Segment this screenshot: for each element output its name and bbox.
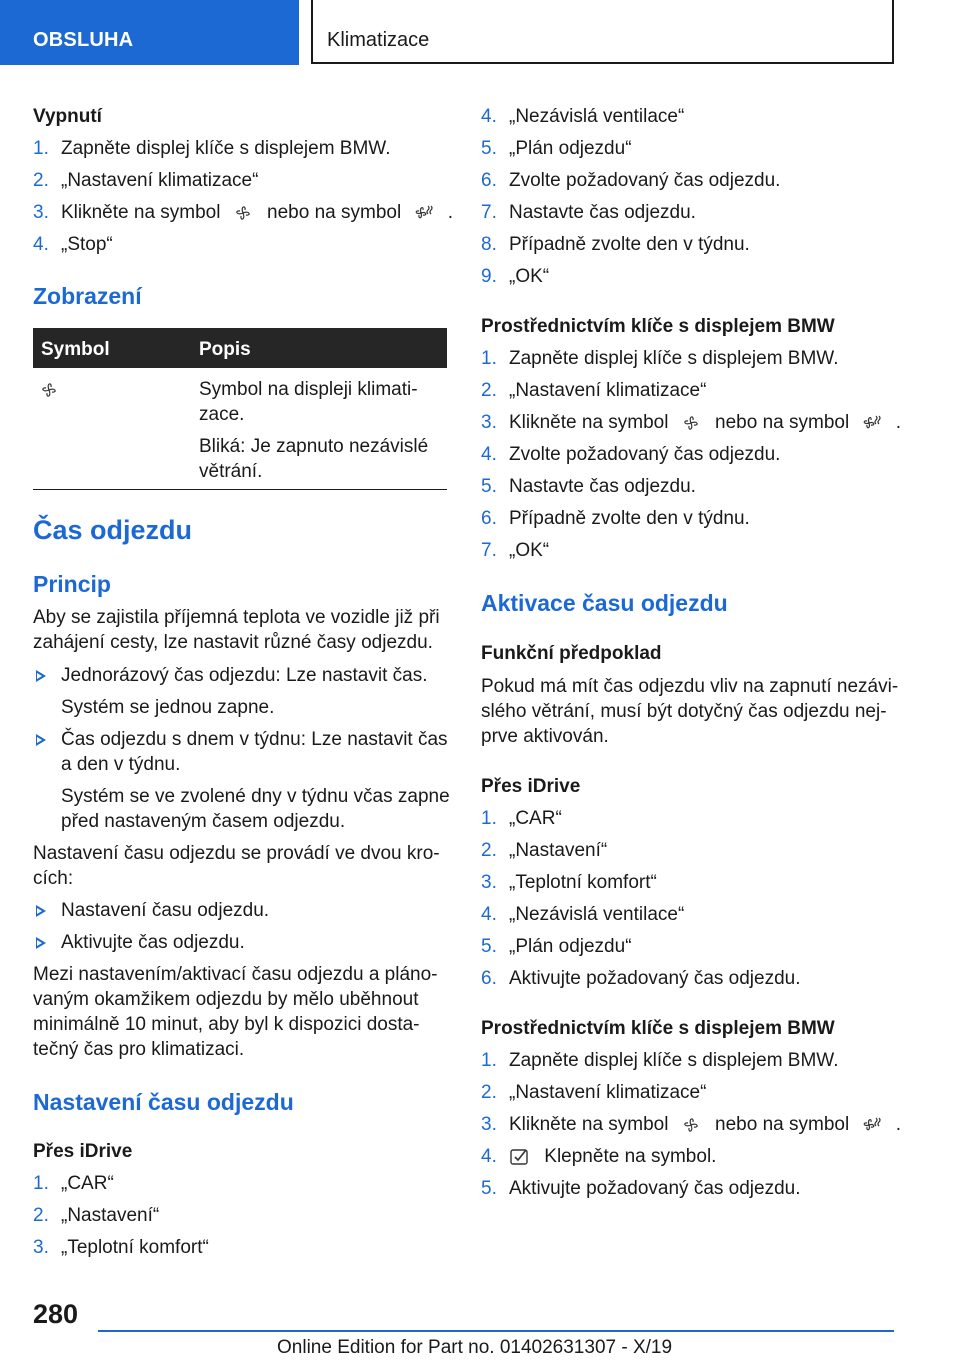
step-text: „OK“: [509, 266, 550, 287]
step-number: 5.: [481, 476, 497, 497]
paragraph: cích:: [33, 868, 74, 889]
step-text: „Plán odjezdu“: [509, 138, 632, 159]
col-symbol: Symbol: [41, 339, 110, 360]
step-number: 4.: [33, 234, 49, 255]
edition-note: Online Edition for Part no. 01402631307 - X/19: [277, 1337, 673, 1358]
step-text-label: Klepněte na symbol.: [544, 1146, 717, 1167]
bullet-triangle-icon: [36, 670, 46, 682]
step-text: „Stop“: [61, 234, 113, 255]
step-text: Zapněte displej klíče s displejem BMW.: [509, 348, 839, 369]
step-number: 6.: [481, 968, 497, 989]
footer-divider: [98, 1330, 894, 1332]
step-text: „OK“: [509, 540, 550, 561]
paragraph: Aby se zajistila příjemná teplota ve vozidle již při: [33, 607, 440, 628]
step-number: 3.: [33, 202, 49, 223]
table-desc: větrání.: [199, 461, 263, 482]
bullet-text: a den v týdnu.: [61, 754, 181, 775]
step-text: Aktivujte požadovaný čas odjezdu.: [509, 1178, 801, 1199]
step-number: 9.: [481, 266, 497, 287]
step-text: Zapněte displej klíče s displejem BMW.: [61, 138, 391, 159]
step-text: „Nezávislá ventilace“: [509, 106, 685, 127]
step-text: Případně zvolte den v týdnu.: [509, 508, 750, 529]
cas-heading: Čas odjezdu: [33, 515, 193, 545]
step-number: 1.: [481, 808, 497, 829]
checkbox-confirm-icon: [509, 1147, 531, 1167]
step-number: 2.: [33, 1205, 49, 1226]
step-text: „Nastavení klimatizace“: [509, 380, 707, 401]
step-text: „CAR“: [509, 808, 562, 829]
key-heading: Prostřednictvím klíče s displejem BMW: [481, 1018, 835, 1039]
vypnuti-heading: Vypnutí: [33, 106, 102, 127]
paragraph: tečný čas pro klimatizaci.: [33, 1039, 245, 1060]
table-divider: [33, 489, 447, 490]
bullet-text: Nastavení času odjezdu.: [61, 900, 270, 921]
table-desc: Bliká: Je zapnuto nezávislé: [199, 436, 429, 457]
step-number: 4.: [481, 444, 497, 465]
idrive-heading: Přes iDrive: [33, 1141, 133, 1162]
step-text-end: .: [895, 1114, 902, 1135]
key-heading: Prostřednictvím klíče s displejem BMW: [481, 316, 835, 337]
paragraph: Pokud má mít čas odjezdu vliv na zapnutí nezávi-: [481, 676, 899, 697]
step-number: 8.: [481, 234, 497, 255]
paragraph: slého větrání, musí být dotyčný čas odjezdu nej-: [481, 701, 887, 722]
section-label: OBSLUHA: [33, 29, 134, 51]
step-number: 4.: [481, 904, 497, 925]
step-number: 7.: [481, 540, 497, 561]
step-number: 1.: [481, 348, 497, 369]
fan-icon: [682, 414, 702, 432]
bullet-triangle-icon: [36, 937, 46, 949]
step-text: [61, 201, 453, 225]
paragraph: zahájení cesty, lze nastavit různé časy odjezdu.: [33, 632, 433, 653]
step-text: „Nezávislá ventilace“: [509, 904, 685, 925]
fan-icon: [682, 1116, 702, 1134]
fan-heat-icon: [414, 204, 434, 222]
paragraph: minimálně 10 minut, aby byl k dispozici dosta-: [33, 1014, 420, 1035]
step-number: 6.: [481, 170, 497, 191]
bullet-text: před nastaveným časem odjezdu.: [61, 811, 346, 832]
paragraph: Nastavení času odjezdu se provádí ve dvou kro-: [33, 843, 440, 864]
step-text-end: .: [447, 202, 454, 223]
step-number: 2.: [481, 840, 497, 861]
step-text: „Nastavení“: [509, 840, 608, 861]
fan-icon: [234, 204, 254, 222]
step-text-start: Klikněte na symbol: [61, 202, 221, 223]
step-text: „Teplotní komfort“: [61, 1237, 209, 1258]
step-text-mid: nebo na symbol: [715, 412, 850, 433]
bullet-triangle-icon: [36, 734, 46, 746]
table-desc: zace.: [199, 404, 245, 425]
step-text-mid: nebo na symbol: [267, 202, 402, 223]
step-number: 3.: [481, 872, 497, 893]
bullet-triangle-icon: [36, 905, 46, 917]
step-text-mid: nebo na symbol: [715, 1114, 850, 1135]
step-text: „Nastavení“: [61, 1205, 160, 1226]
step-number: 1.: [33, 1173, 49, 1194]
col-popis: Popis: [199, 339, 251, 360]
step-number: 1.: [33, 138, 49, 159]
fan-heat-icon: [862, 1116, 882, 1134]
step-text-end: .: [895, 412, 902, 433]
step-number: 7.: [481, 202, 497, 223]
step-text-start: Klikněte na symbol: [509, 412, 669, 433]
step-text: Nastavte čas odjezdu.: [509, 476, 696, 497]
step-number: 1.: [481, 1050, 497, 1071]
prereq-heading: Funkční předpoklad: [481, 643, 662, 664]
step-text: „Teplotní komfort“: [509, 872, 657, 893]
princip-heading: Princip: [33, 571, 111, 597]
step-text: [509, 1113, 901, 1137]
step-number: 6.: [481, 508, 497, 529]
step-text: [509, 1145, 716, 1169]
bullet-text: Systém se ve zvolené dny v týdnu včas zapne: [61, 786, 450, 807]
step-text: [509, 411, 901, 435]
step-text: „CAR“: [61, 1173, 114, 1194]
page-number: 280: [33, 1299, 79, 1329]
step-text: Aktivujte požadovaný čas odjezdu.: [509, 968, 801, 989]
nastaveni-heading: Nastavení času odjezdu: [33, 1089, 294, 1115]
aktivace-heading: Aktivace času odjezdu: [481, 590, 728, 616]
step-number: 5.: [481, 1178, 497, 1199]
step-number: 2.: [33, 170, 49, 191]
step-number: 2.: [481, 380, 497, 401]
bullet-text: Aktivujte čas odjezdu.: [61, 932, 245, 953]
bullet-text: Čas odjezdu s dnem v týdnu: Lze nastavit čas: [61, 729, 448, 750]
step-text: Zvolte požadovaný čas odjezdu.: [509, 170, 781, 191]
bullet-text: Systém se jednou zapne.: [61, 697, 275, 718]
step-number: 5.: [481, 138, 497, 159]
step-number: 4.: [481, 106, 497, 127]
paragraph: prve aktivován.: [481, 726, 609, 747]
step-text: Nastavte čas odjezdu.: [509, 202, 696, 223]
section-tab: [0, 0, 299, 65]
table-header: [33, 328, 447, 368]
chapter-header: [311, 0, 894, 64]
step-number: 5.: [481, 936, 497, 957]
chapter-title: Klimatizace: [327, 29, 430, 51]
paragraph: Mezi nastavením/aktivací času odjezdu a pláno-: [33, 964, 438, 985]
step-text: Zvolte požadovaný čas odjezdu.: [509, 444, 781, 465]
fan-heat-icon: [862, 414, 882, 432]
idrive-heading: Přes iDrive: [481, 776, 581, 797]
fan-icon: [40, 381, 60, 399]
step-number: 3.: [33, 1237, 49, 1258]
step-number: 3.: [481, 1114, 497, 1135]
bullet-text: Jednorázový čas odjezdu: Lze nastavit čas.: [61, 665, 428, 686]
step-number: 3.: [481, 412, 497, 433]
step-text: „Plán odjezdu“: [509, 936, 632, 957]
step-number: 2.: [481, 1082, 497, 1103]
table-desc: Symbol na displeji klimati-: [199, 379, 418, 400]
step-text: Případně zvolte den v týdnu.: [509, 234, 750, 255]
paragraph: vaným okamžikem odjezdu by mělo uběhnout: [33, 989, 419, 1010]
step-text: „Nastavení klimatizace“: [509, 1082, 707, 1103]
zobrazeni-heading: Zobrazení: [33, 283, 142, 309]
step-text: „Nastavení klimatizace“: [61, 170, 259, 191]
step-text: Zapněte displej klíče s displejem BMW.: [509, 1050, 839, 1071]
step-text-start: Klikněte na symbol: [509, 1114, 669, 1135]
step-number: 4.: [481, 1146, 497, 1167]
